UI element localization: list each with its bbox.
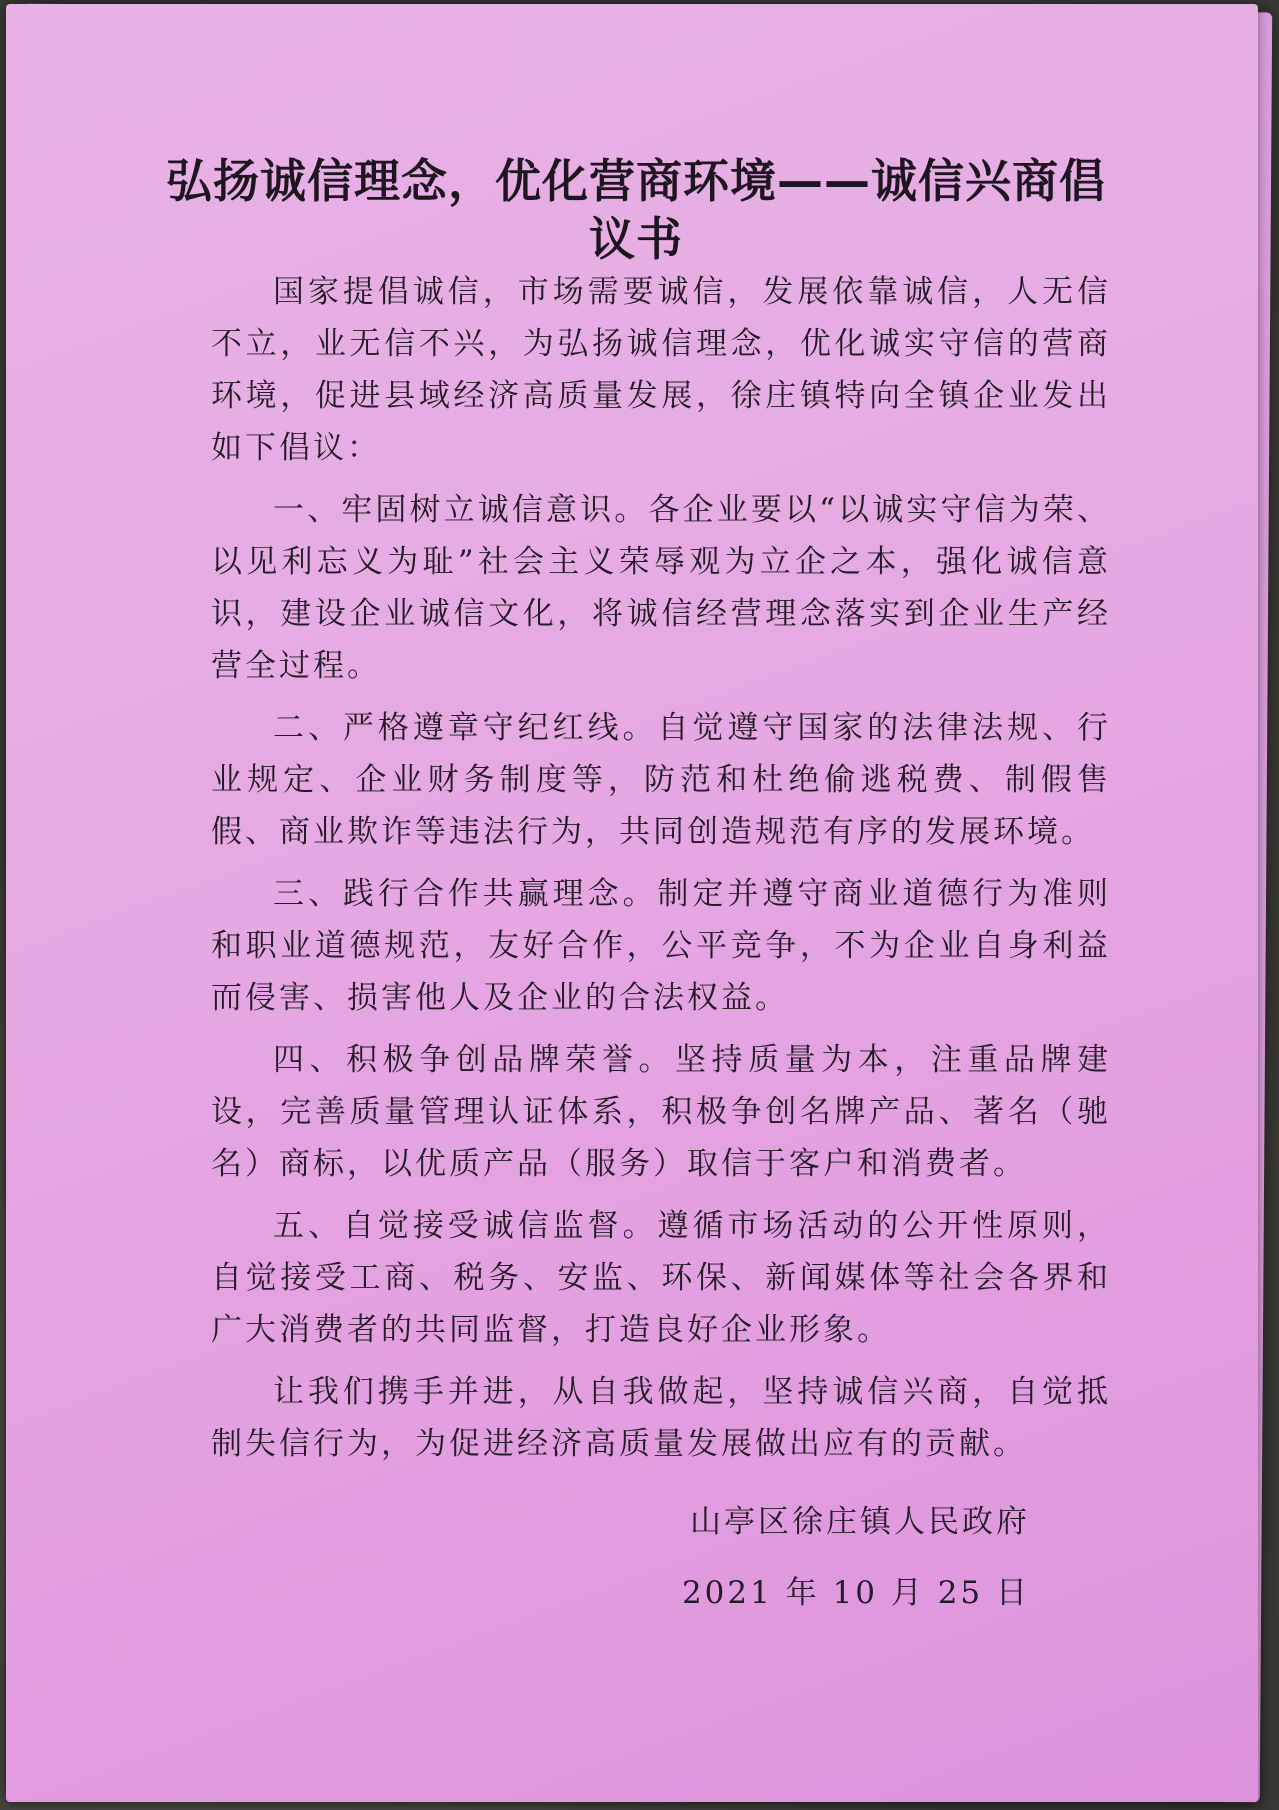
paragraph-item-2: 二、严格遵章守纪红线。自觉遵守国家的法律法规、行业规定、企业财务制度等，防范和杜绝偷逃税费、制假售假、商业欺诈等违法行为，共同创造规范有序的发展环境。 [211,710,1111,850]
paragraph-closing: 让我们携手并进，从自我做起，坚持诚信兴商，自觉抵制失信行为，为促进经济高质量发展做出应有的贡献。 [211,1374,1111,1462]
signature-issuer: 山亭区徐庄镇人民政府 [690,1504,1030,1540]
signature-date: 2021 年 10 月 25 日 [681,1575,1030,1611]
document-body [211,266,1111,1480]
document-sheet [6,4,1258,1802]
paragraph-item-1: 一、牢固树立诚信意识。各企业要以“以诚实守信为荣、以见利忘义为耻”社会主义荣辱观为立企之本，强化诚信意识，建设企业诚信文化，将诚信经营理念落实到企业生产经营全过程。 [211,492,1111,684]
document-title: 弘扬诚信理念，优化营商环境——诚信兴商倡议书 [166,154,1106,266]
paragraph-item-5: 五、自觉接受诚信监督。遵循市场活动的公开性原则，自觉接受工商、税务、安监、环保、新闻媒体等社会各界和广大消费者的共同监督，打造良好企业形象。 [211,1208,1111,1348]
paragraph-item-4: 四、积极争创品牌荣誉。坚持质量为本，注重品牌建设，完善质量管理认证体系，积极争创名牌产品、著名（驰名）商标，以优质产品（服务）取信于客户和消费者。 [211,1042,1111,1182]
signature-block [682,1496,1030,1612]
paragraph-item-3: 三、践行合作共赢理念。制定并遵守商业道德行为准则和职业道德规范，友好合作，公平竞争，不为企业自身利益而侵害、损害他人及企业的合法权益。 [211,876,1111,1016]
paragraph-intro: 国家提倡诚信，市场需要诚信，发展依靠诚信，人无信不立，业无信不兴，为弘扬诚信理念，优化诚实守信的营商环境，促进县域经济高质量发展，徐庄镇特向全镇企业发出如下倡议： [211,274,1111,466]
